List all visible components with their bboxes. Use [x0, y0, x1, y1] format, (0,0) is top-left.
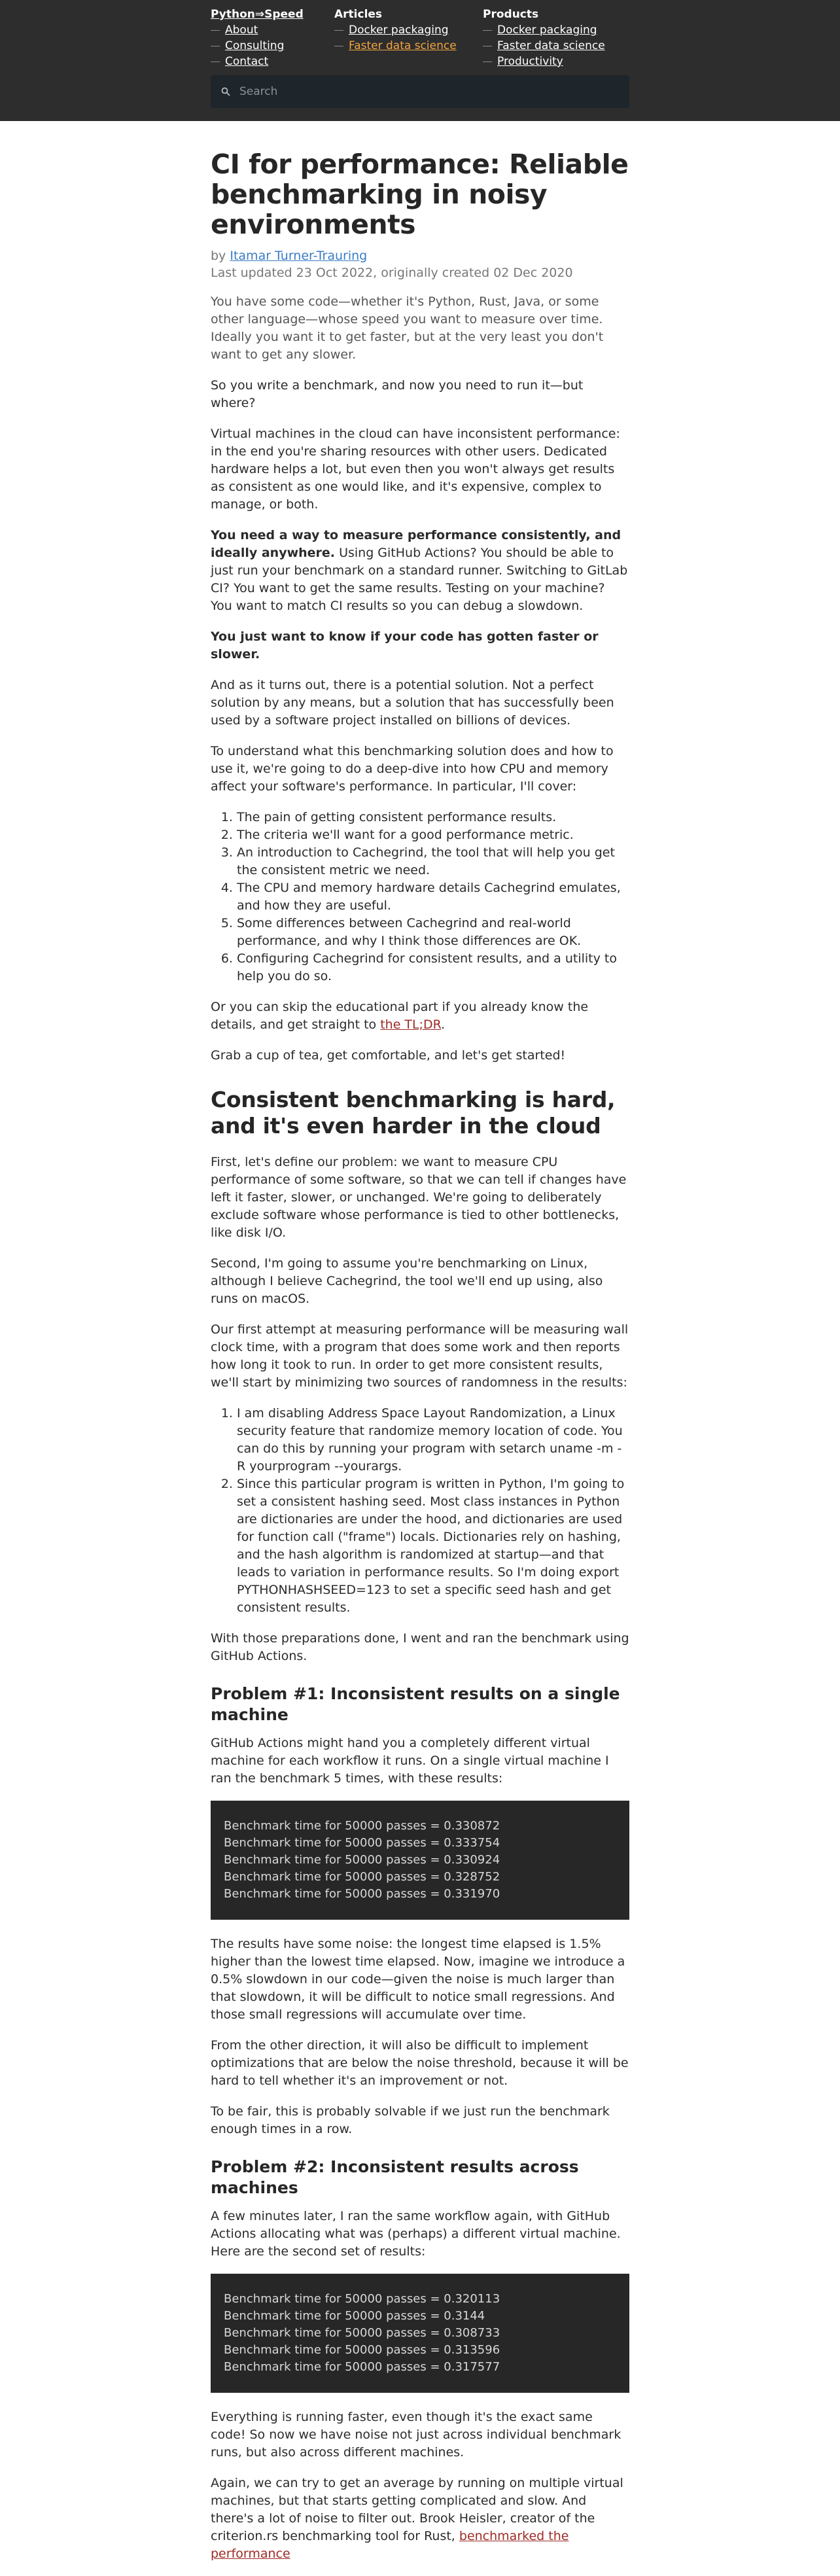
list-item: 4. The CPU and memory hardware details Cachegrind emulates, and how they are useful.	[237, 879, 629, 915]
paragraph: The results have some noise: the longest time elapsed is 1.5% higher than the lowest time elapsed. Now, imagine we introduce a 0.5% slowdown in our code—given the noise is much larger than that slowdown, it will be difficult to notice small regressions. And those small regressions will accumulate over time.	[211, 1937, 625, 2022]
paragraph-text: Again, we can try to get an average by running on multiple virtual machines, but that starts getting complicated and slow. And there's a lot of noise to filter out. Brook Heisler, creator of the criterion.rs benchmarking tool for Rust,	[211, 2476, 623, 2543]
code-line: Benchmark time for 50000 passes = 0.317577	[224, 2360, 500, 2374]
list-item: 3. An introduction to Cachegrind, the tool that will help you get the consistent metric we need.	[237, 844, 629, 879]
nav-link-about[interactable]: About	[225, 24, 258, 37]
paragraph	[211, 628, 629, 663]
article-title: CI for performance: Reliable benchmarking in noisy environments	[211, 149, 629, 240]
search-bar[interactable]	[211, 75, 629, 108]
code-line: Benchmark time for 50000 passes = 0.333754	[224, 1836, 500, 1850]
section-heading: Consistent benchmarking is hard, and it's even harder in the cloud	[211, 1087, 616, 1138]
nav-column-products	[483, 8, 606, 69]
paragraph: With those preparations done, I went and ran the benchmark using GitHub Actions.	[211, 1631, 629, 1663]
nav-column-articles	[334, 8, 483, 69]
code-line: Benchmark time for 50000 passes = 0.328752	[224, 1870, 500, 1884]
list-item: 2. Since this particular program is written in Python, I'm going to set a consistent hashing seed. Most class instances in Python are dictionaries are under the hood, and dictionaries are used for function call ("frame") locals. Dictionaries rely on hashing, and the hash algorithm is randomized at startup—and that leads to variation in performance results. So I'm doing export PYTHONHASHSEED=123 to set a specific seed hash and get consistent results.	[237, 1475, 629, 1617]
subsection-heading: Problem #1: Inconsistent results on a single machine	[211, 1684, 620, 1724]
subsection-heading: Problem #2: Inconsistent results across machines	[211, 2157, 579, 2197]
author-link[interactable]: Itamar Turner-Trauring	[230, 249, 368, 263]
paragraph: Our first attempt at measuring performance will be measuring wall clock time, with a program that does some work and then reports how long it took to run. In order to get more consistent results, we'll start by minimizing two sources of randomness in the results:	[211, 1322, 629, 1390]
list-item: 2. The criteria we'll want for a good performance metric.	[237, 826, 629, 844]
code-line: Benchmark time for 50000 passes = 0.320113	[224, 2292, 500, 2306]
list-item: 5. Some differences between Cachegrind and real-world performance, and why I think those differences are OK.	[237, 915, 629, 950]
bold-text: You just want to know if your code has gotten faster or slower.	[211, 629, 599, 662]
nav-item-products-docker	[483, 22, 606, 38]
search-input[interactable]	[239, 85, 619, 98]
byline	[211, 247, 629, 264]
paragraph	[211, 2475, 629, 2563]
paragraph-text: .	[441, 1017, 446, 1032]
paragraph: To be fair, this is probably solvable if we just run the benchmark enough times in a row.	[211, 2104, 610, 2136]
nav-link-products-data-science[interactable]: Faster data science	[497, 39, 605, 52]
paragraph: A few minutes later, I ran the same workflow again, with GitHub Actions allocating what was (perhaps) a different virtual machine. Here are the second set of results:	[211, 2209, 621, 2259]
paragraph: Virtual machines in the cloud can have inconsistent performance: in the end you're sharing resources with other users. Dedicated hardware helps a lot, but even then you won't always get results as consistent as one would like, and it's expensive, complex to manage, or both.	[211, 427, 620, 512]
site-header	[0, 0, 840, 121]
intro-paragraph: You have some code—whether it's Python, Rust, Java, or some other language—whose speed you want to measure over time. Ideally you want it to get faster, but at the very least you don't want to get any slower.	[211, 294, 604, 362]
code-line: Benchmark time for 50000 passes = 0.330872	[224, 1819, 500, 1833]
paragraph: To understand what this benchmarking solution does and how to use it, we're going to do a deep-dive into how CPU and memory affect your software's performance. In particular, I'll cover:	[211, 744, 614, 794]
bold-text: You need a way to measure performance consistently, and ideally anywhere.	[211, 528, 621, 560]
list-item: 6. Configuring Cachegrind for consistent results, and a utility to help you do so.	[237, 950, 629, 985]
paragraph: From the other direction, it will also be difficult to implement optimizations that are below the noise threshold, because it will be hard to tell whether it's an improvement or not.	[211, 2038, 629, 2088]
nav-item-products-productivity	[483, 54, 606, 69]
code-line: Benchmark time for 50000 passes = 0.308733	[224, 2326, 500, 2340]
paragraph-text: Using GitHub Actions? You should be able to just run your benchmark on a standard runner. Switching to GitLab CI? You want to get the same results. Testing on your machine? You want to match CI results so you can debug a slowdown.	[211, 546, 628, 613]
paragraph: GitHub Actions might hand you a completely different virtual machine for each workflow it runs. On a single virtual machine I ran the benchmark 5 times, with these results:	[211, 1736, 609, 1786]
site-logo-link[interactable]: Python⇒Speed	[211, 8, 304, 21]
nav-item-products-data-science	[483, 38, 606, 54]
tldr-link[interactable]: the TL;DR	[380, 1017, 442, 1032]
nav-link-contact[interactable]: Contact	[225, 55, 269, 68]
dash-icon	[334, 30, 343, 31]
nav-link-consulting[interactable]: Consulting	[225, 39, 285, 52]
nav-link-products-productivity[interactable]: Productivity	[497, 55, 563, 68]
benchmark-link[interactable]: benchmarked the performance	[211, 2529, 569, 2561]
nav-item-articles-data-science	[334, 38, 483, 54]
randomness-list	[237, 1405, 629, 1617]
dash-icon	[483, 30, 492, 31]
paragraph-text: Or you can skip the educational part if you already know the details, and get straight to	[211, 1000, 589, 1032]
dash-icon	[211, 30, 220, 31]
paragraph	[211, 527, 629, 615]
nav-link-articles-docker[interactable]: Docker packaging	[349, 24, 449, 37]
paragraph: Second, I'm going to assume you're benchmarking on Linux, although I believe Cachegrind, the tool we'll end up using, also runs on macOS.	[211, 1256, 603, 1306]
code-line: Benchmark time for 50000 passes = 0.331970	[224, 1887, 500, 1901]
nav-item-consulting	[211, 38, 334, 54]
nav-item-about	[211, 22, 334, 38]
code-block	[211, 1801, 629, 1920]
paragraph: Everything is running faster, even though it's the exact same code! So now we have noise not just across individual benchmark runs, but also across different machines.	[211, 2410, 621, 2460]
nav-link-articles-data-science[interactable]: Faster data science	[349, 39, 457, 52]
search-icon	[221, 87, 230, 96]
nav-item-articles-docker	[334, 22, 483, 38]
paragraph: So you write a benchmark, and now you need to run it—but where?	[211, 378, 584, 410]
code-line: Benchmark time for 50000 passes = 0.330924	[224, 1853, 500, 1867]
byline-prefix: by	[211, 249, 230, 263]
topics-list	[237, 809, 629, 985]
nav-column-site	[211, 8, 334, 69]
nav-heading-products: Products	[483, 8, 539, 21]
updated-date: Last updated 23 Oct 2022, originally created 02 Dec 2020	[211, 266, 573, 280]
paragraph: And as it turns out, there is a potential solution. Not a perfect solution by any means, but a solution that has successfully been used by a software project installed on billions of devices.	[211, 678, 614, 728]
list-item: 1. The pain of getting consistent performance results.	[237, 809, 629, 826]
code-line: Benchmark time for 50000 passes = 0.3144	[224, 2309, 485, 2323]
nav-heading-articles: Articles	[334, 8, 383, 21]
top-navigation	[211, 8, 606, 69]
paragraph: Grab a cup of tea, get comfortable, and let's get started!	[211, 1048, 566, 1063]
list-item: 1. I am disabling Address Space Layout Randomization, a Linux security feature that randomize memory location of code. You can do this by running your program with setarch uname -m -R yourprogram --yourargs.	[237, 1405, 629, 1475]
article	[211, 149, 629, 2576]
code-block	[211, 2274, 629, 2393]
code-line: Benchmark time for 50000 passes = 0.313596	[224, 2343, 500, 2357]
nav-link-products-docker[interactable]: Docker packaging	[497, 24, 597, 37]
nav-item-contact	[211, 54, 334, 69]
paragraph: First, let's define our problem: we want to measure CPU performance of some software, so that we can tell if changes have left it faster, slower, or unchanged. We're going to deliberately exclude software whose performance is tied to other bottlenecks, like disk I/O.	[211, 1155, 627, 1240]
paragraph	[211, 998, 629, 1034]
